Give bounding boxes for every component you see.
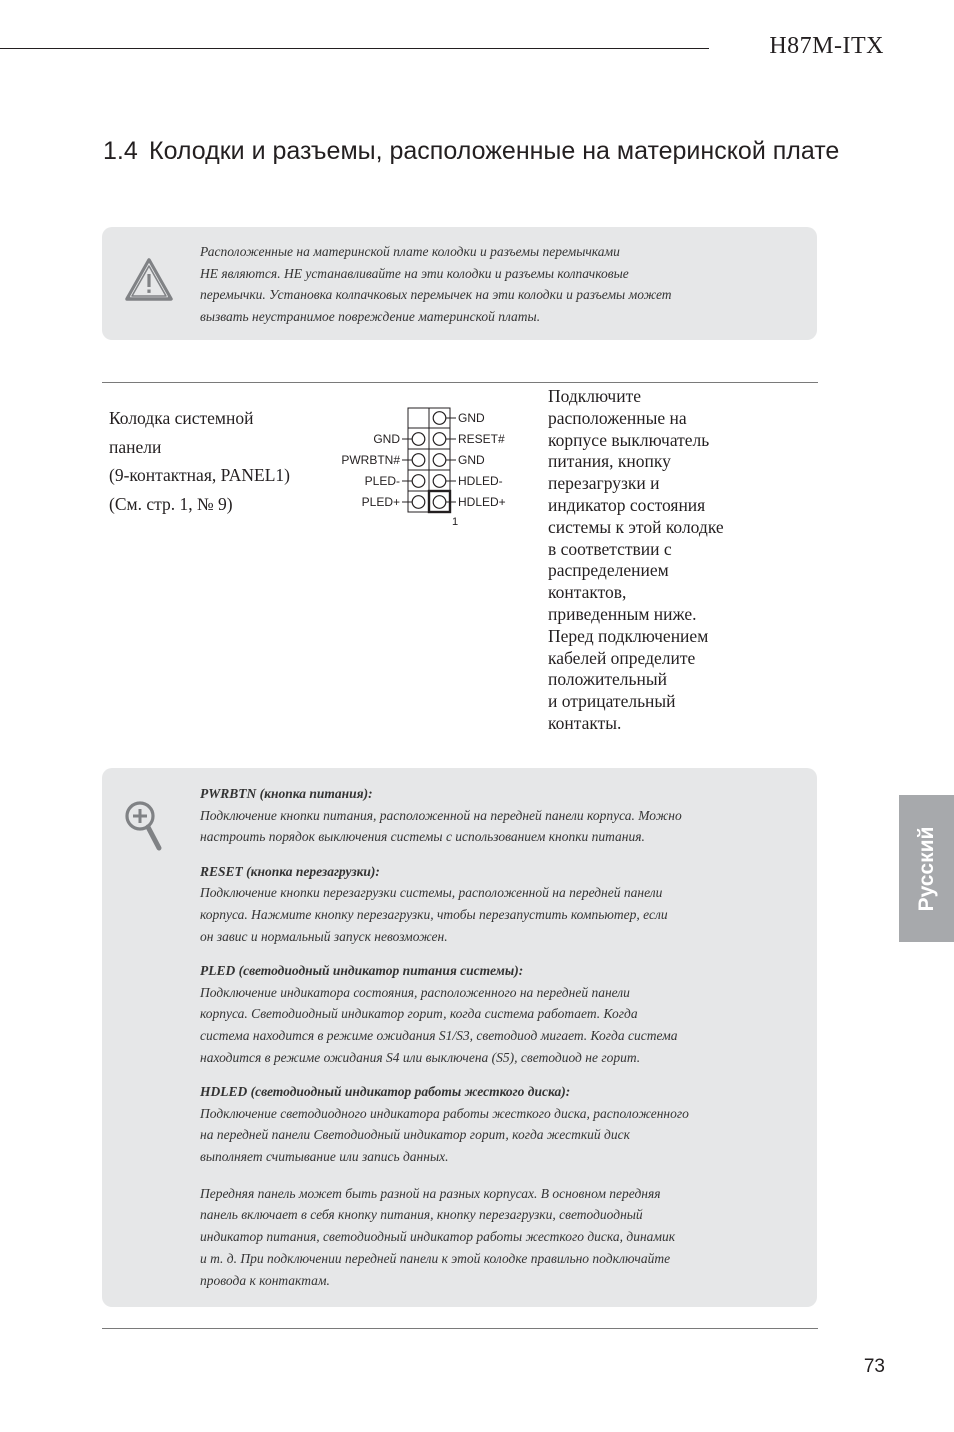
description-line: перезагрузки и <box>548 473 660 494</box>
description-line: питания, кнопку <box>548 451 671 472</box>
header-name-line: (См. стр. 1, № 9) <box>109 493 233 514</box>
note-line: Подключение кнопки перезагрузки системы, расположенной на передней панели <box>200 885 663 901</box>
magnifier-plus-icon <box>124 800 164 854</box>
description-line: системы к этой колодке <box>548 516 724 537</box>
note-item-title: RESET (кнопка перезагрузки): <box>200 863 380 879</box>
pin-label-left: PWRBTN# <box>341 453 400 467</box>
note-item-body <box>200 805 770 848</box>
page-number: 73 <box>863 1356 885 1377</box>
caution-text <box>200 241 780 328</box>
note-final-paragraph <box>200 1183 770 1292</box>
caution-line: перемычки. Установка колпачковых перемычек на эти колодки и разъемы может <box>200 287 672 303</box>
note-line: выполняет считывание или запись данных. <box>200 1149 449 1165</box>
note-item-title: PLED (светодиодный индикатор питания системы): <box>200 962 524 978</box>
pin-label-left: PLED- <box>364 474 400 488</box>
note-line: система находится в режиме ожидания S1/S3, светодиод мигает. Когда система <box>200 1028 678 1044</box>
caution-line: Расположенные на материнской плате колодки и разъемы перемычками <box>200 244 620 259</box>
note-item-pled <box>200 960 770 1069</box>
description-line: контактов, <box>548 582 627 603</box>
description-line: корпусе выключатель <box>548 429 710 450</box>
note-line: находится в режиме ожидания S4 или выключена (S5), светодиод не горит. <box>200 1049 641 1065</box>
header-rule <box>0 48 709 49</box>
description-line: Подключите <box>548 386 642 406</box>
pin-one-marker: 1 <box>451 516 459 528</box>
language-tab <box>899 795 954 942</box>
note-item-body <box>200 982 770 1069</box>
note-line: индикатор питания, светодиодный индикатор работы жесткого диска, динамик <box>200 1229 676 1245</box>
note-content <box>200 783 770 1291</box>
note-line: Подключение светодиодного индикатора работы жесткого диска, расположенного <box>200 1105 689 1121</box>
pin-label-right: RESET# <box>458 432 505 446</box>
header-name-line: панели <box>109 436 162 457</box>
description-line: приведенным ниже. <box>548 603 697 624</box>
note-item-hdled <box>200 1081 770 1168</box>
description-line: Перед подключением <box>548 625 709 646</box>
description-line: и отрицательный <box>548 691 676 712</box>
pin-label-right: HDLED- <box>458 474 503 488</box>
section-title <box>103 134 843 169</box>
header-name-line: Колодка системной <box>109 408 254 428</box>
note-line: корпуса. Светодиодный индикатор горит, когда система работает. Когда <box>200 1006 638 1022</box>
pin-label-right: HDLED+ <box>458 495 506 509</box>
section-divider-bottom <box>102 1328 818 1329</box>
section-title-text: Колодки и разъемы, расположенные на материнской плате <box>149 137 840 165</box>
pin-label-left: PLED+ <box>361 495 400 509</box>
language-tab-label: Русский <box>914 826 938 911</box>
description-line: кабелей определите <box>548 647 696 668</box>
note-item-body <box>200 1103 770 1168</box>
section-number: 1.4 <box>103 137 138 165</box>
pin-label-left: GND <box>373 432 400 446</box>
description-line: расположенные на <box>548 407 687 428</box>
note-line: настроить порядок выключения системы с использованием кнопки питания. <box>200 829 645 845</box>
note-line: он завис и нормальный запуск невозможен. <box>200 928 448 944</box>
note-box <box>102 768 817 1307</box>
description-line: положительный <box>548 669 668 690</box>
description-line: распределением <box>548 560 669 581</box>
header-name-line: (9-контактная, PANEL1) <box>109 465 290 485</box>
caution-line: вызвать неустранимое повреждение материнской платы. <box>200 309 541 325</box>
header-description <box>548 386 763 735</box>
note-line: и т. д. При подключении передней панели к этой колодке правильно подключайте <box>200 1250 671 1266</box>
model-name: H87M-ITX <box>769 33 884 59</box>
description-line: индикатор состояния <box>548 494 706 515</box>
note-item-pwrbtn <box>200 783 770 848</box>
note-line: корпуса. Нажмите кнопку перезагрузки, чтобы перезапустить компьютер, если <box>200 907 668 923</box>
pin-label-right: GND <box>458 453 485 467</box>
note-line: на передней панели Светодиодный индикатор горит, когда жесткий диск <box>200 1127 630 1143</box>
header-name <box>109 404 290 518</box>
note-item-title: PWRBTN (кнопка питания): <box>200 786 373 801</box>
panel-pin-diagram <box>330 404 530 530</box>
description-line: в соответствии с <box>548 538 672 559</box>
note-item-title: HDLED (светодиодный индикатор работы жесткого диска): <box>200 1083 571 1099</box>
pin-label-right: GND <box>458 411 485 425</box>
caution-line: НЕ являются. НЕ устанавливайте на эти колодки и разъемы колпачковые <box>200 265 629 281</box>
note-line: Передняя панель может быть разной на разных корпусах. В основном передняя <box>200 1185 661 1201</box>
caution-box <box>102 227 817 340</box>
section-divider-top <box>102 382 818 383</box>
note-item-body <box>200 882 770 947</box>
note-item-reset <box>200 861 770 948</box>
description-line: контакты. <box>548 712 622 733</box>
note-line: Подключение кнопки питания, расположенной на передней панели корпуса. Можно <box>200 807 682 823</box>
note-line: Подключение индикатора состояния, расположенного на передней панели <box>200 984 630 1000</box>
note-line: провода к контактам. <box>200 1272 330 1288</box>
warning-triangle-icon <box>124 257 174 303</box>
note-line: панель включает в себя кнопку питания, кнопку перезагрузки, светодиодный <box>200 1207 643 1223</box>
